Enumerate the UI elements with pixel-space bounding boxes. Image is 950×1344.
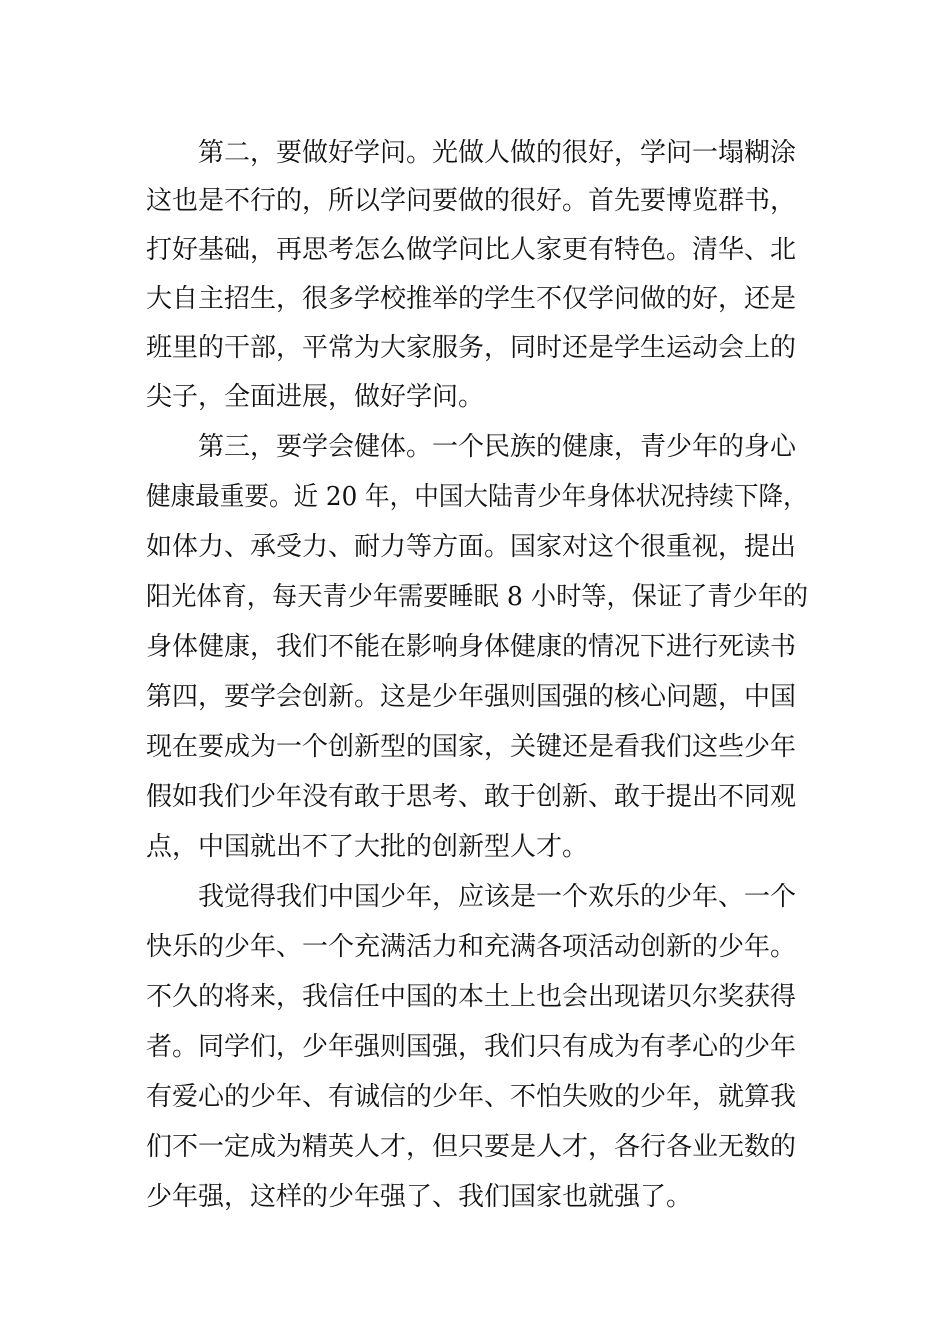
- text-line: 第二，要做好学问。光做人做的很好，学问一塌糊涂: [146, 138, 797, 168]
- text-line: 现在要成为一个创新型的国家，关键还是看我们这些少年: [146, 732, 797, 762]
- text-line: 第三，要学会健体。一个民族的健康，青少年的身心: [146, 432, 797, 462]
- text-line: 如体力、承受力、耐力等方面。国家对这个很重视，提出: [146, 532, 797, 562]
- text-line: 少年强，这样的少年强了、我们国家也就强了。: [146, 1182, 693, 1212]
- text-line: 我觉得我们中国少年，应该是一个欢乐的少年、一个: [146, 882, 797, 912]
- text-line: 身体健康，我们不能在影响身体健康的情况下进行死读书: [146, 632, 797, 662]
- text-line: 阳光体育，每天青少年需要睡眠 8 小时等，保证了青少年的: [146, 582, 809, 612]
- text-line: 不久的将来，我信任中国的本土上也会出现诺贝尔奖获得: [146, 982, 797, 1012]
- text-line: 大自主招生，很多学校推举的学生不仅学问做的好，还是: [146, 284, 797, 314]
- text-line: 健康最重要。近 20 年，中国大陆青少年身体状况持续下降，: [146, 482, 808, 512]
- text-line: 第四，要学会创新。这是少年强则国强的核心问题，中国: [146, 682, 797, 712]
- text-line: 者。同学们，少年强则国强，我们只有成为有孝心的少年: [146, 1032, 797, 1062]
- text-line: 快乐的少年、一个充满活力和充满各项活动创新的少年。: [146, 932, 797, 962]
- text-line: 们不一定成为精英人才，但只要是人才，各行各业无数的: [146, 1132, 797, 1162]
- text-line: 有爱心的少年、有诚信的少年、不怕失败的少年，就算我: [146, 1082, 797, 1112]
- text-line: 这也是不行的，所以学问要做的很好。首先要博览群书，: [146, 186, 797, 216]
- text-line: 假如我们少年没有敢于思考、敢于创新、敢于提出不同观: [146, 782, 797, 812]
- text-line: 班里的干部，平常为大家服务，同时还是学生运动会上的: [146, 333, 797, 363]
- text-line: 尖子，全面进展，做好学问。: [146, 382, 485, 412]
- text-line: 打好基础，再思考怎么做学问比人家更有特色。清华、北: [146, 235, 797, 265]
- text-line: 点，中国就出不了大批的创新型人才。: [146, 832, 589, 862]
